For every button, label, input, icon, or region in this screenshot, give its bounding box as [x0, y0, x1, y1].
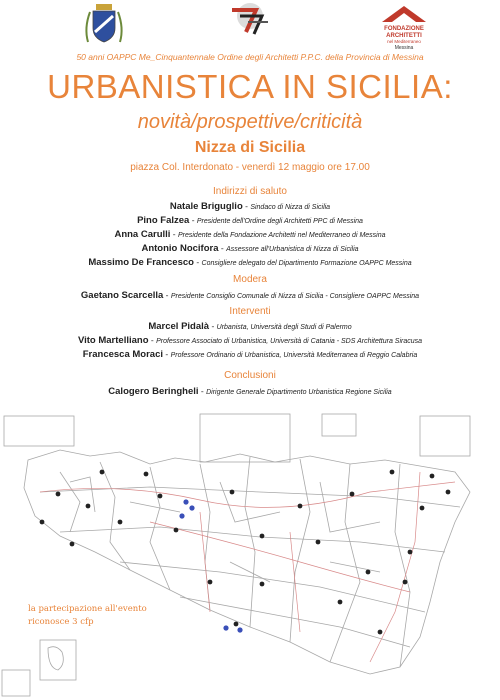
sicily-municipalities-map [0, 412, 500, 700]
speaker-role: Sindaco di Nizza di Sicilia [250, 204, 331, 211]
speaker-name: Massimo De Francesco [88, 257, 194, 268]
event-city: Nizza di Sicilia [194, 139, 306, 156]
speaker-line: Calogero Beringheli - Dirigente Generale Dipartimento Urbanistica Regione Sicilia [108, 386, 392, 397]
logo-right-line2: ARCHITETTI [386, 33, 422, 39]
section-title-interventi: Interventi [229, 306, 271, 317]
speaker-line: Vito Martelliano - Professore Associato di Urbanistica, Università di Catania - SDS Architettura Siracusa [77, 335, 423, 346]
credits-note [28, 603, 147, 629]
section-title-conclusioni: Conclusioni [224, 370, 276, 381]
speaker-line: Pino Falzea - Presidente dell'Ordine degli Architetti PPC di Messina [137, 215, 363, 226]
speaker-line: Anna Carulli - Presidente della Fondazione Architetti nel Mediterraneo di Messina [114, 229, 386, 240]
speaker-name: Anna Carulli [114, 229, 171, 240]
speaker-role: Presidente dell'Ordine degli Architetti PPC di Messina [196, 218, 363, 225]
speaker-role: Professore Ordinario di Urbanistica, Università Mediterranea di Reggio Calabria [170, 352, 418, 359]
speaker-role: Presidente della Fondazione Architetti nel Mediterraneo di Messina [177, 232, 386, 239]
speaker-name: Natale Briguglio [169, 201, 243, 212]
speaker-name: Vito Martelliano [77, 335, 149, 346]
section-title-modera: Modera [233, 274, 267, 285]
speaker-name: Antonio Nocifora [141, 243, 219, 254]
speaker-line: Antonio Nocifora - Assessore all'Urbanistica di Nizza di Sicilia [141, 243, 359, 254]
speaker-role: Consigliere delegato del Dipartimento Formazione OAPPC Messina [201, 260, 412, 267]
event-title: URBANISTICA IN SICILIA: [47, 68, 453, 105]
speaker-role: Professore Associato di Urbanistica, Università di Catania - SDS Architettura Siracusa [156, 338, 423, 345]
speaker-line: Marcel Pidalà - Urbanista, Università degli Studi di Palermo [148, 321, 352, 332]
section-title-saluti: Indirizzi di saluto [213, 186, 287, 197]
event-place-date: piazza Col. Interdonato - venerdì 12 maggio ore 17.00 [130, 162, 370, 173]
speaker-role: Assessore all'Urbanistica di Nizza di Sicilia [226, 246, 359, 253]
speaker-name: Gaetano Scarcella [80, 290, 164, 301]
logo-right-line1: FONDAZIONE [384, 26, 424, 32]
nizza-coat-of-arms-logo [82, 2, 126, 46]
speaker-role: Presidente Consiglio Comunale di Nizza di Sicilia - Consigliere OAPPC Messina [170, 293, 420, 300]
logo-right-line4: Messina [394, 45, 414, 50]
speaker-name: Marcel Pidalà [148, 321, 210, 332]
speaker-line: Natale Briguglio - Sindaco di Nizza di Sicilia [169, 201, 331, 212]
speaker-name: Pino Falzea [137, 215, 190, 226]
oappc-messina-logo [226, 2, 274, 38]
fondazione-architetti-logo [372, 2, 436, 50]
speaker-line: Massimo De Francesco - Consigliere delegato del Dipartimento Formazione OAPPC Messina [88, 257, 412, 268]
speaker-role: Urbanista, Università degli Studi di Palermo [216, 324, 352, 331]
event-subtitle: novità/prospettive/criticità [137, 111, 363, 133]
anniversary-line: 50 anni OAPPC Me_Cinquantennale Ordine degli Architetti P.P.C. della Provincia di Messina [76, 52, 424, 62]
speaker-name: Calogero Beringheli [108, 386, 199, 397]
speaker-role: Dirigente Generale Dipartimento Urbanistica Regione Sicilia [206, 389, 392, 396]
logo-right-line3: nel Mediterraneo [387, 39, 421, 44]
speaker-name: Francesca Moraci [82, 349, 164, 360]
speaker-line: Francesca Moraci - Professore Ordinario di Urbanistica, Università Mediterranea di Reggio Calabria [82, 349, 418, 360]
credits-line1: la partecipazione all'evento [28, 604, 147, 614]
credits-line2: riconosce 3 cfp [28, 617, 94, 627]
speaker-line: Gaetano Scarcella - Presidente Consiglio Comunale di Nizza di Sicilia - Consigliere OAPPC Messina [80, 290, 420, 301]
